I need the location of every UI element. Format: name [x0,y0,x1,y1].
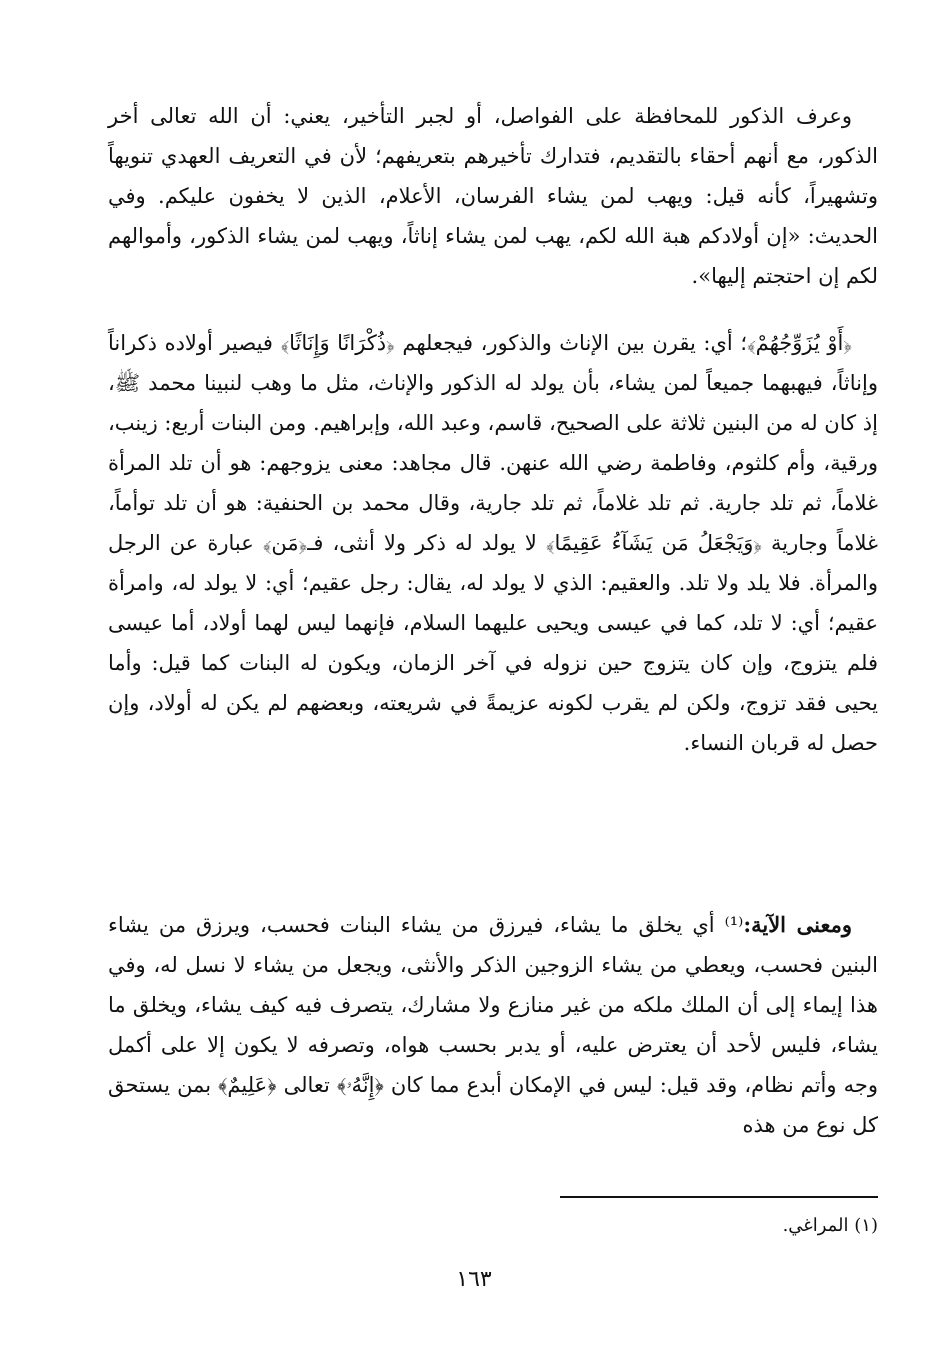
paragraph-3-body: ⁽¹⁾ أي يخلق ما يشاء، فيرزق من يشاء البنات فحسب، ويرزق من يشاء البنين فحسب، ويعطي من يشاء الزوجين الذكر والأنثى، ويجعل من يشاء لا نسل له، وفي هذا إيماء إلى أن الملك ملكه من غير منازع ولا مشارك، يتصرف فيه كيف يشاء، ويخلق ما يشاء، فليس لأحد أن يعترض عليه، أو يدبر بحسب هواه، وتصرفه لا يكون إلا على أكمل وجه وأتم نظام، وقد قيل: ليس في الإمكان أبدع مما كان ﴿إِنَّهُۥ﴾ تعالى ﴿عَلِيمٌ﴾ بمن يستحق كل نوع من هذه [108,913,878,1137]
page-number: ١٦٣ [456,1267,492,1292]
paragraph-1 [108,96,878,296]
paragraph-3-lead: ومعنى الآية: [743,912,852,937]
paragraph-1-text [108,96,878,296]
paragraph-2 [108,323,878,763]
paragraph-2-body: ﴿أَوْ يُزَوِّجُهُمْ﴾؛ أي: يقرن بين الإناث والذكور، فيجعلهم ﴿ذُكْرَانًا وَإِنَاثًا﴾ فيصير أولاده ذكراناً وإناثاً، فيهبهما جميعاً لمن يشاء، بأن يولد له الذكور والإناث، مثل ما وهب لنبينا محمد ﷺ، إذ كان له من البنين ثلاثة على الصحيح، قاسم، وعبد الله، وإبراهيم. ومن البنات أربع: زينب، ورقية، وأم كلثوم، وفاطمة رضي الله عنهن. قال مجاهد: معنى يزوجهم: هو أن تلد المرأة غلاماً، ثم تلد جارية. ثم تلد غلاماً، ثم تلد جارية، وقال محمد بن الحنفية: هو أن تلد توأماً، غلاماً وجارية ﴿وَيَجْعَلُ مَن يَشَآءُ عَقِيمًا﴾ لا يولد له ذكر ولا أنثى، فـ﴿مَن﴾ عبارة عن الرجل والمرأة. فلا يلد ولا تلد. والعقيم: الذي لا يولد له، يقال: رجل عقيم؛ أي: لا يولد له، وامرأة عقيم؛ أي: لا تلد، كما في عيسى ويحيى عليهما السلام، فإنهما ليس لهما أولاد، أما عيسى فلم يتزوج، وإن كان يتزوج حين نزوله في آخر الزمان، ويكون له البنات كما قيل: وأما يحيى فقد تزوج، ولكن لم يقرب لكونه عزيمةً في شريعته، وبعضهم لم يكن له أولاد، وإن حصل له قربان النساء. [108,331,878,755]
paragraph-2-text [108,323,878,763]
paragraph-3 [108,905,878,1145]
footnote: (١) المراغي. [782,1215,878,1236]
paragraph-3-text [108,905,878,1145]
footnote-divider [560,1196,878,1198]
paragraph-1-body: وعرف الذكور للمحافظة على الفواصل، أو لجبر التأخير، يعني: أن الله تعالى أخر الذكور، مع أنهم أحقاء بالتقديم، فتدارك تأخيرهم بتعريفهم؛ لأن في التعريف العهدي تنويهاً وتشهيراً، كأنه قيل: ويهب لمن يشاء الفرسان، الأعلام، الذين لا يخفون عليكم. وفي الحديث: «إن أولادكم هبة الله لكم، يهب لمن يشاء إناثاً، ويهب لمن يشاء الذكور، وأموالهم لكم إن احتجتم إليها». [108,104,878,288]
